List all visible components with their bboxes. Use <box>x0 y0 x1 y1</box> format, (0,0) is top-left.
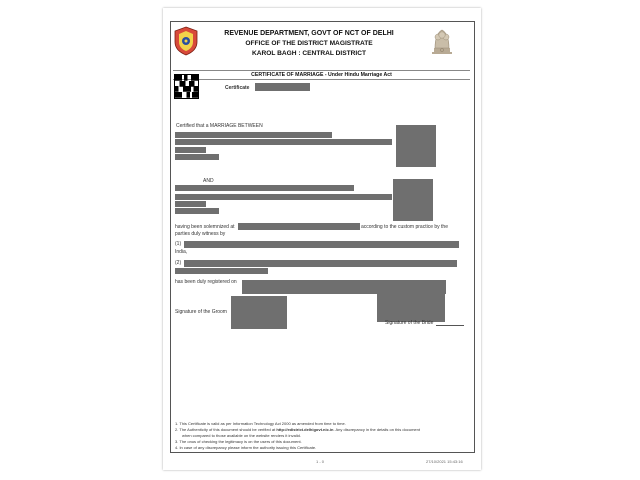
redacted-groom-signature <box>231 296 287 329</box>
note-4: 4. In case of any discrepancy please inform the authority issuing this Certificate. <box>175 445 317 450</box>
certificate-title: CERTIFICATE OF MARRIAGE - Under Hindu Marriage Act <box>173 70 470 80</box>
redacted-registration-date <box>242 280 446 294</box>
redacted-groom-line <box>175 139 392 145</box>
registered-text: has been duly registered on <box>175 279 237 285</box>
solemnized-prefix: having been solemnized at <box>175 224 235 230</box>
redacted-bride-photo <box>393 179 433 221</box>
witness-1-number: (1) <box>175 241 182 247</box>
redacted-certificate-number <box>255 83 310 91</box>
bride-signature-label: Signature of the Bride <box>385 320 434 326</box>
certificate-page <box>163 8 481 470</box>
redacted-bride-line <box>175 185 354 191</box>
header-line-1: REVENUE DEPARTMENT, GOVT OF NCT OF DELHI <box>224 30 394 37</box>
redacted-groom-line <box>175 132 332 138</box>
certificate-label: Certificate <box>225 85 250 91</box>
redacted-groom-line <box>175 147 206 153</box>
timestamp: 27/10/2021 15:43:16 <box>426 459 463 464</box>
note-2: 2. The Authenticity of this document should be verified at http://edistrict.delhigovt.nic.in. Any discrepancy in the details on this document <box>175 427 420 432</box>
redacted-bride-line <box>175 194 392 200</box>
note-2-cont: when compared to those available on the website renders it invalid. <box>182 433 301 438</box>
witness-1-tail: India, <box>175 249 188 255</box>
page-number: 1 - 0 <box>316 459 325 464</box>
redacted-groom-line <box>175 154 219 160</box>
certificate-frame <box>170 21 475 453</box>
bride-signature-line <box>436 325 464 326</box>
and-text: AND <box>203 178 214 184</box>
redacted-bride-line <box>175 201 206 207</box>
header-line-3: KAROL BAGH : CENTRAL DISTRICT <box>251 50 367 57</box>
note-3: 3. The onus of checking the legitimacy is on the users of this document. <box>175 439 302 444</box>
qr-code-icon <box>175 75 198 98</box>
redacted-witness-1 <box>184 241 459 248</box>
redacted-venue <box>238 223 360 230</box>
groom-signature-label: Signature of the Groom <box>175 309 227 315</box>
redacted-witness-2 <box>184 260 457 267</box>
witness-text: parties duly witness by <box>175 231 226 237</box>
delhi-emblem-icon <box>173 26 199 56</box>
redacted-witness-2-line <box>175 268 268 274</box>
certified-text: Certified that a MARRIAGE BETWEEN <box>176 123 263 129</box>
solemnized-suffix: according to the custom practice by the <box>361 224 448 230</box>
redacted-bride-signature <box>377 294 445 322</box>
note-1: 1. This Certificate is valid as per Information Technology Act 2000 as amended from time to time. <box>175 421 346 426</box>
witness-2-number: (2) <box>175 260 182 266</box>
header-line-2: OFFICE OF THE DISTRICT MAGISTRATE <box>245 40 373 47</box>
redacted-bride-line <box>175 208 219 214</box>
redacted-groom-photo <box>396 125 436 167</box>
ashoka-emblem-icon <box>429 26 455 58</box>
